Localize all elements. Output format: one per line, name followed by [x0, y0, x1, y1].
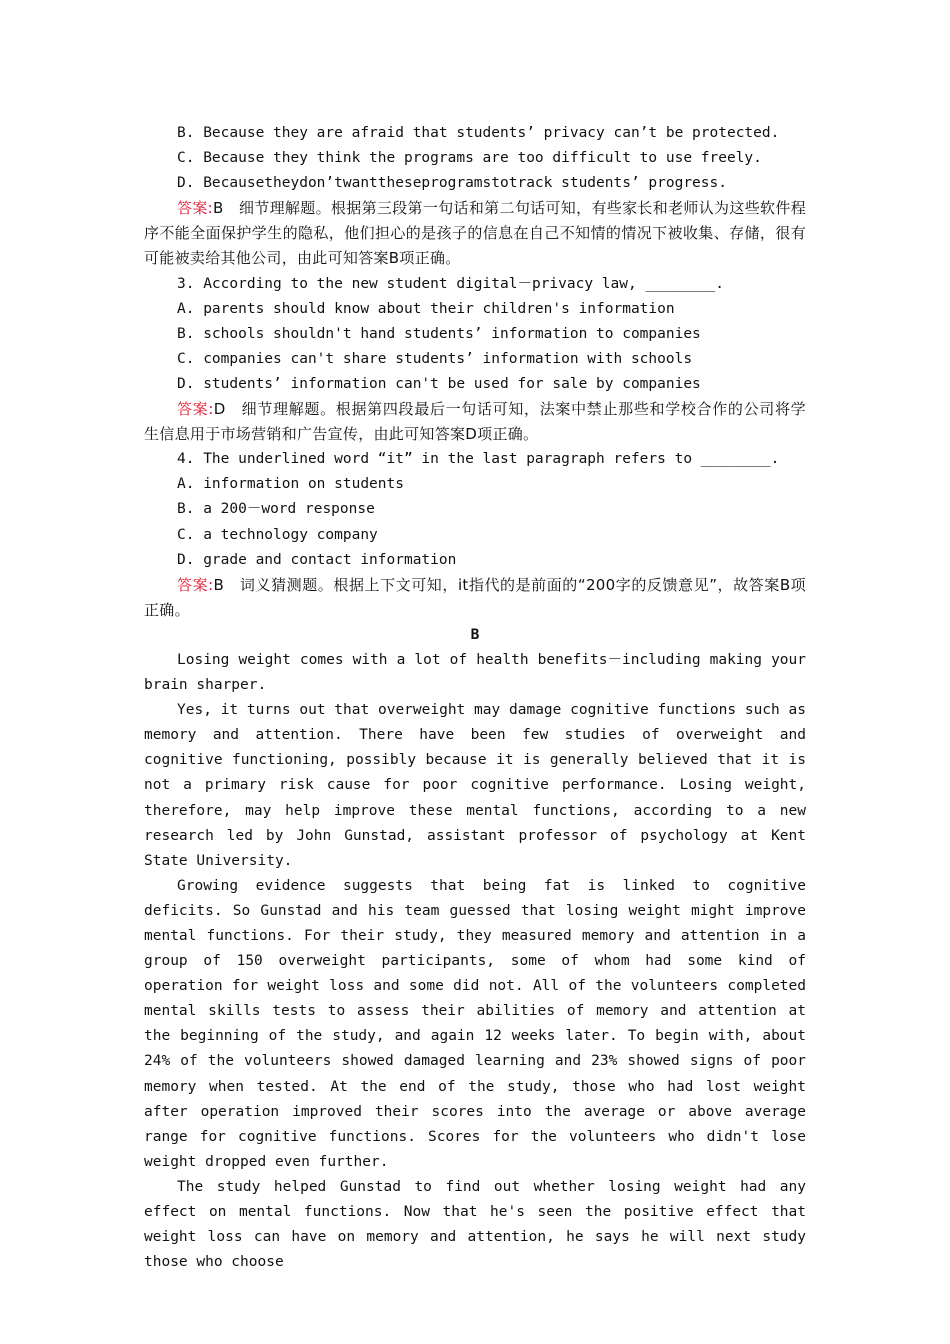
q3-stem: 3. According to the new student digital－privacy law, ________.	[177, 275, 725, 292]
document-page	[144, 121, 806, 1275]
q4-stem: 4. The underlined word “it” in the last paragraph refers to ________.	[177, 451, 780, 468]
q4-answer-label: 答案:	[177, 575, 214, 594]
q2-answer-label: 答案:	[177, 199, 214, 218]
q4-option-d: D. grade and contact information	[177, 551, 457, 568]
q2-option-b: B. Because they are afraid that students’ privacy can’t be protected.	[177, 125, 780, 141]
q3-option-a: A. parents should know about their children's information	[177, 300, 675, 317]
q3-option-c: C. companies can't share students’ information with schools	[177, 350, 693, 367]
passage-paragraph-1: Losing weight comes with a lot of health benefits－including making your brain sharper.	[144, 651, 806, 694]
passage-paragraph-4: The study helped Gunstad to find out whether losing weight had any effect on mental functions. Now that he's seen the positive effect that weight loss can have on memory and attention, he says he will next study those who choose	[144, 1178, 806, 1271]
q3-option-d: D. students’ information can't be used for sale by companies	[177, 375, 701, 392]
q3-option-b: B. schools shouldn't hand students’ information to companies	[177, 325, 701, 342]
q4-option-a: A. information on students	[177, 476, 404, 493]
q2-answer-text: B 细节理解题。根据第三段第一句话和第二句话可知，有些家长和老师认为这些软件程序不能全面保护学生的隐私，他们担心的是孩子的信息在自己不知情的情况下被收集、存储，很有可能被卖给其他公司，由此可知答案B项正确。	[144, 199, 806, 268]
q4-answer	[144, 573, 806, 623]
q3-answer-label: 答案:	[177, 400, 214, 419]
q2-answer	[144, 196, 806, 271]
q2-option-d: D. Becausetheydon’twanttheseprogramstotrack students’ progress.	[177, 175, 727, 192]
passage-paragraph-3: Growing evidence suggests that being fat is linked to cognitive deficits. So Gunstad and his team guessed that losing weight might improve mental functions. For their study, they measured memory and attention in a group of 150 overweight participants, some of whom had some kind of operation for weight loss and some did not. All of the volunteers completed mental skills tests to assess their abilities of memory and attention at the beginning of the study, and again 12 weeks later. To begin with, about 24% of the volunteers showed damaged learning and 23% showed signs of poor memory when tested. At the end of the study, those who had lost weight after operation improved their scores into the average or above average range for cognitive functions. Scores for the volunteers who didn't lose weight dropped even further.	[144, 877, 806, 1170]
q3-answer-text: D 细节理解题。根据第四段最后一句话可知，法案中禁止那些和学校合作的公司将学生信息用于市场营销和广告宣传，由此可知答案D项正确。	[144, 400, 806, 444]
q4-option-b: B. a 200－word response	[177, 501, 375, 518]
section-title: B	[470, 626, 480, 643]
q4-answer-text: B 词义猜测题。根据上下文可知，it指代的是前面的“200字的反馈意见”，故答案B项正确。	[144, 575, 806, 619]
passage-paragraph-2: Yes, it turns out that overweight may damage cognitive functions such as memory and attention. There have been few studies of overweight and cognitive functioning, possibly because it is generally believed that it is not a primary risk cause for poor cognitive performance. Losing weight, therefore, may help improve these mental functions, according to a new research led by John Gunstad, assistant professor of psychology at Kent State University.	[144, 702, 806, 869]
q2-option-c: C. Because they think the programs are too difficult to use freely.	[177, 150, 762, 167]
q3-answer	[144, 397, 806, 447]
q4-option-c: C. a technology company	[177, 526, 378, 543]
